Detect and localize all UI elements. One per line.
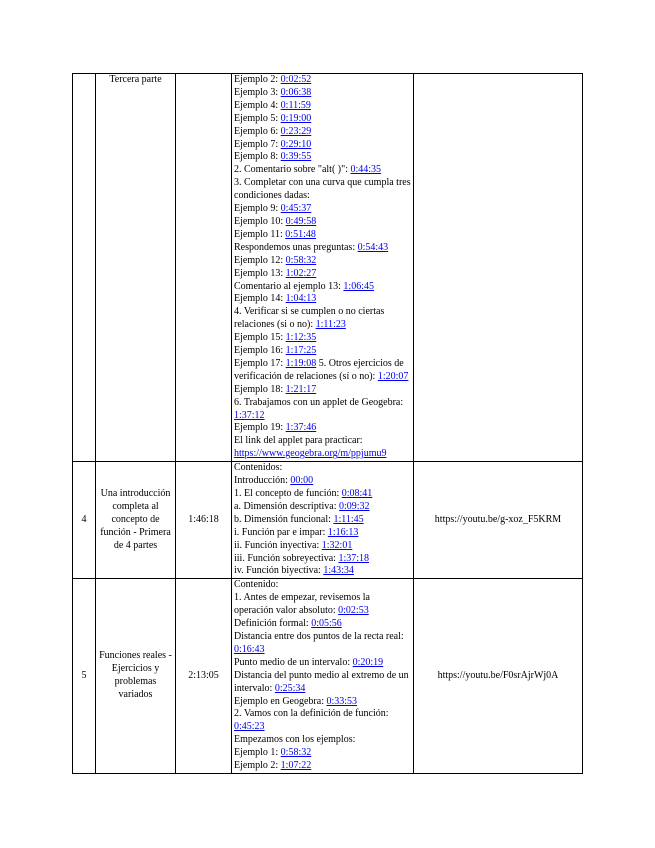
content-label: Ejemplo 2: [234,760,281,772]
content-entry [234,74,411,87]
content-entry [234,670,411,696]
content-entry [234,255,411,268]
timestamp-link[interactable]: 0:29:10 [280,138,312,150]
content-entry [234,540,411,553]
content-label: ii. Función inyectiva: [234,539,322,551]
content-entry [234,501,411,514]
content-label: 2. Vamos con la definición de función: [234,708,389,720]
timestamp-link[interactable]: 0:09:32 [338,500,370,512]
content-label: Definición formal: [234,618,312,630]
content-entry [234,268,411,281]
content-label: b. Dimensión funcional: [234,513,334,525]
timestamp-link[interactable]: https://www.geogebra.org/m/ppjumu9 [234,448,387,460]
content-entry [234,488,411,501]
content-entry [234,293,411,306]
content-label: Ejemplo 10: [234,215,286,227]
timestamp-link[interactable]: 1:07:22 [280,760,312,772]
timestamp-link[interactable]: 0:08:41 [341,488,373,499]
timestamp-link[interactable]: 1:11:45 [333,513,364,525]
content-entry [234,113,411,126]
content-label: Ejemplo 1: [234,747,281,759]
timestamp-link[interactable]: 1:37:18 [338,552,369,564]
timestamp-link[interactable]: 0:54:43 [357,241,389,253]
timestamp-link[interactable]: 1:19:08 [285,357,317,369]
timestamp-link[interactable]: 0:06:38 [280,86,312,98]
content-entry [234,657,411,670]
content-label: 1. Antes de empezar, revisemos la operación valor absoluto: [234,592,370,617]
content-label: Ejemplo 4: [234,99,281,111]
video-contents [232,462,414,579]
content-entry [234,151,411,164]
content-label: Ejemplo 9: [234,203,281,215]
content-entry [234,306,411,332]
content-label: Ejemplo en Geogebra: [234,695,327,707]
row-number: 5 [73,579,96,774]
content-entry [234,332,411,345]
content-entry [234,345,411,358]
content-label: a. Dimensión descriptiva: [234,500,339,512]
content-entry [234,462,411,475]
row-number [73,74,96,462]
content-entry [234,139,411,152]
content-entry [234,384,411,397]
timestamp-link[interactable]: 0:20:19 [352,656,384,668]
content-label: El link del applet para practicar: [234,435,363,447]
video-url[interactable]: https://youtu.be/g-xoz_F5KRM [414,462,583,579]
content-label: Ejemplo 15: [234,332,286,344]
content-label: Ejemplo 14: [234,293,286,305]
content-entry [234,631,411,657]
content-entry [234,747,411,760]
timestamp-link[interactable]: 0:11:59 [280,99,311,111]
timestamp-link[interactable]: 1:20:07 [377,370,409,382]
timestamp-link[interactable]: 0:45:37 [280,203,312,215]
content-label: Distancia entre dos puntos de la recta real: [234,630,404,642]
timestamp-link[interactable]: 1:02:27 [285,267,317,279]
timestamp-link[interactable]: 1:12:35 [285,332,317,344]
content-entry [234,281,411,294]
timestamp-link[interactable]: 0:45:23 [234,721,265,733]
content-entry [234,514,411,527]
content-label: iii. Función sobreyectiva: [234,552,339,564]
video-duration [176,74,232,462]
content-entry [234,475,411,488]
content-label: Punto medio de un intervalo: [234,656,353,668]
content-label: Contenido: [234,579,279,591]
video-contents [232,579,414,774]
video-title: Tercera parte [96,74,176,462]
timestamp-link[interactable]: 1:04:13 [285,293,317,305]
timestamp-link[interactable]: 0:39:55 [280,151,312,163]
content-label: 3. Completar con una curva que cumpla tres condiciones dadas: [234,177,411,202]
content-entry [234,242,411,255]
content-label: 4. Verificar si se cumplen o no ciertas relaciones (si o no): [234,306,385,331]
video-duration: 1:46:18 [176,462,232,579]
content-label: Respondemos unas preguntas: [234,241,358,253]
content-label: Ejemplo 13: [234,267,286,279]
content-entry [234,592,411,618]
timestamp-link[interactable]: 1:17:25 [285,345,317,357]
content-entry [234,87,411,100]
content-label: 2. Comentario sobre "alt( )": [234,164,351,176]
content-entry [234,422,411,435]
content-label: 1. El concepto de función: [234,488,342,499]
timestamp-link[interactable]: 0:25:34 [274,682,306,694]
timestamp-link[interactable]: 0:51:48 [285,228,316,240]
timestamp-link[interactable]: 0:58:32 [280,747,312,759]
timestamp-link[interactable]: 1:21:17 [285,383,317,395]
timestamp-link[interactable]: 0:44:35 [350,164,382,176]
content-entry [234,100,411,113]
content-label: Ejemplo 18: [234,383,286,395]
timestamp-link[interactable]: 0:49:58 [285,215,317,227]
content-label: Ejemplo 3: [234,86,281,98]
content-label: 6. Trabajamos con un applet de Geogebra: [234,396,404,408]
content-entry [234,708,411,734]
content-label: Distancia del punto medio al extremo de un intervalo: [234,669,409,694]
timestamp-link[interactable]: 1:43:34 [323,565,354,577]
table-row [73,74,583,462]
content-label: Ejemplo 19: [234,422,286,434]
video-url [414,74,583,462]
content-entry [234,618,411,631]
timestamp-link[interactable]: 1:32:01 [321,539,353,551]
content-entry [234,203,411,216]
content-label: Ejemplo 16: [234,345,286,357]
timestamp-link[interactable]: 0:58:32 [285,254,317,266]
content-entry [234,164,411,177]
video-title: Funciones reales - Ejercicios y problemas variados [96,579,176,774]
content-entry [234,397,411,423]
timestamp-link[interactable]: 0:05:56 [311,618,342,630]
table-row [73,462,583,579]
content-entry [234,358,411,384]
content-entry [234,553,411,566]
timestamp-link[interactable]: 0:33:53 [326,695,358,707]
timestamp-link[interactable]: 0:02:53 [338,605,369,617]
content-label: Ejemplo 6: [234,125,281,137]
content-label: Introducción: [234,475,291,487]
video-title: Una introducción completa al concepto de función - Primera de 4 partes [96,462,176,579]
video-contents [232,74,414,462]
content-label: Ejemplo 5: [234,112,281,124]
video-url[interactable]: https://youtu.be/F0srAjrWj0A [414,579,583,774]
content-label: i. Función par e impar: [234,526,328,538]
content-label: 5. Otros ejercicios de verificación de relaciones (sí o no): [234,357,404,382]
content-label: Empezamos con los ejemplos: [234,734,356,746]
content-label: Ejemplo 11: [234,228,286,240]
row-number: 4 [73,462,96,579]
timestamp-link[interactable]: 0:19:00 [280,112,312,124]
content-entry [234,565,411,578]
content-entry [234,126,411,139]
table-row [73,579,583,774]
content-label: Contenidos: [234,462,283,474]
content-entry [234,177,411,203]
timestamp-link[interactable]: 0:02:52 [280,74,312,85]
timestamp-link[interactable]: 0:16:43 [234,643,265,655]
content-entry [234,579,411,592]
content-label: iv. Función biyectiva: [234,565,324,577]
content-entry [234,696,411,709]
timestamp-link[interactable]: 1:37:12 [234,409,265,421]
content-entry [234,448,411,461]
content-label: Ejemplo 2: [234,74,281,85]
timestamp-link[interactable]: 1:16:13 [327,526,359,538]
content-label: Ejemplo 17: [234,357,286,369]
content-label: Comentario al ejemplo 13: [234,280,344,292]
timestamp-link[interactable]: 1:37:46 [285,422,317,434]
timestamp-link[interactable]: 0:23:29 [280,125,312,137]
content-entry [234,760,411,773]
timestamp-link[interactable]: 1:11:23 [315,319,346,331]
content-label: Ejemplo 7: [234,138,281,150]
video-duration: 2:13:05 [176,579,232,774]
content-entry [234,734,411,747]
content-label: Ejemplo 8: [234,151,281,163]
timestamp-link[interactable]: 00:00 [290,475,314,487]
content-entry [234,216,411,229]
content-label: Ejemplo 12: [234,254,286,266]
content-entry [234,435,411,448]
content-entry [234,229,411,242]
timestamp-link[interactable]: 1:06:45 [343,280,374,292]
content-entry [234,527,411,540]
video-index-table [72,73,583,774]
